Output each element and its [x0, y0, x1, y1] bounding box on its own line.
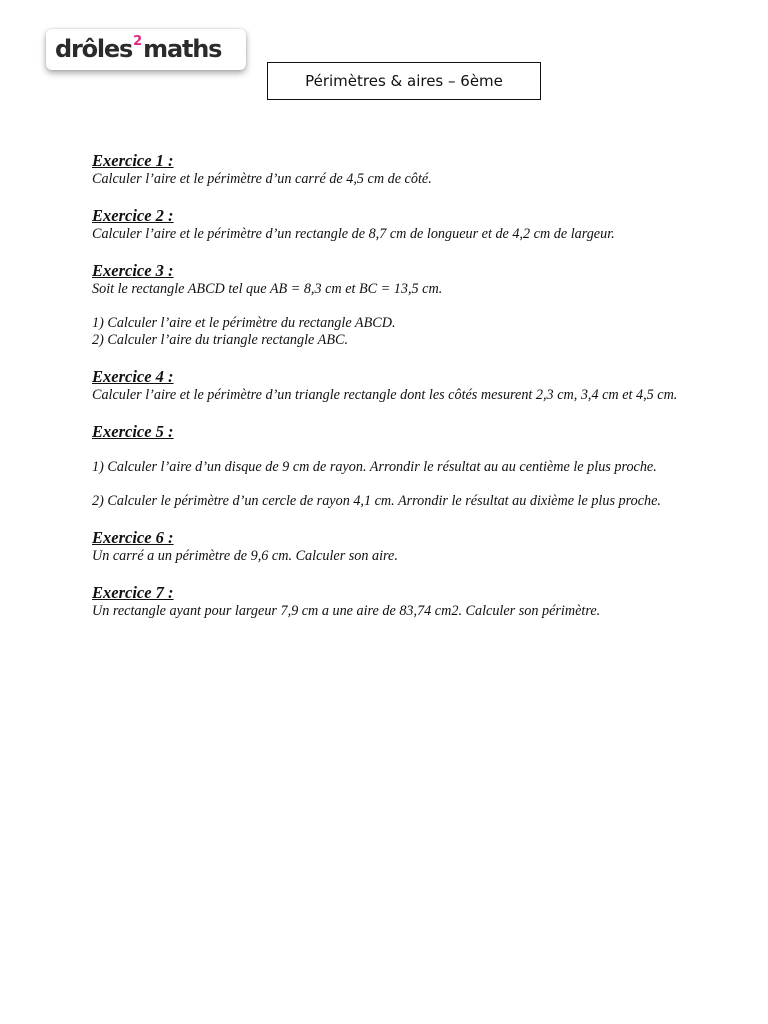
exercise-text: Un carré a un périmètre de 9,6 cm. Calculer son aire. [92, 548, 398, 564]
exercise-title: Exercice 3 : [92, 261, 174, 280]
exercise-title: Exercice 5 : [92, 422, 174, 441]
exercise-7 [92, 583, 682, 620]
exercise-question: 2) Calculer le périmètre d’un cercle de rayon 4,1 cm. Arrondir le résultat au dixième le plus proche. [92, 493, 661, 509]
exercise-title: Exercice 1 : [92, 151, 174, 170]
exercise-text: Soit le rectangle ABCD tel que AB = 8,3 cm et BC = 13,5 cm. [92, 281, 443, 297]
droles-de-maths-logo [46, 29, 246, 70]
exercise-title: Exercice 7 : [92, 583, 174, 602]
worksheet-title: Périmètres & aires – 6ème [267, 62, 541, 100]
exercise-text: Calculer l’aire et le périmètre d’un rectangle de 8,7 cm de longueur et de 4,2 cm de largeur. [92, 226, 615, 242]
logo-text-part2: maths [143, 35, 222, 63]
exercise-question: 1) Calculer l’aire et le périmètre du rectangle ABCD. [92, 315, 396, 331]
exercise-5 [92, 422, 682, 510]
exercise-1 [92, 151, 682, 188]
exercise-3 [92, 261, 682, 349]
exercise-2 [92, 206, 682, 243]
exercise-question: 1) Calculer l’aire d’un disque de 9 cm de rayon. Arrondir le résultat au au centième le plus proche. [92, 459, 657, 475]
exercise-4 [92, 367, 682, 404]
logo-superscript: 2 [133, 34, 143, 49]
exercise-question: 2) Calculer l’aire du triangle rectangle ABC. [92, 332, 348, 348]
exercise-text: Un rectangle ayant pour largeur 7,9 cm a une aire de 83,74 cm2. Calculer son périmètre. [92, 603, 601, 619]
exercise-6 [92, 528, 682, 565]
logo-text-part1: drôles [55, 35, 133, 63]
exercise-list [92, 151, 682, 620]
exercise-title: Exercice 2 : [92, 206, 174, 225]
exercise-text: Calculer l’aire et le périmètre d’un carré de 4,5 cm de côté. [92, 171, 432, 187]
exercise-title: Exercice 6 : [92, 528, 174, 547]
exercise-title: Exercice 4 : [92, 367, 174, 386]
exercise-text: Calculer l’aire et le périmètre d’un triangle rectangle dont les côtés mesurent 2,3 cm, 3,4 cm et 4,5 cm. [92, 387, 678, 403]
